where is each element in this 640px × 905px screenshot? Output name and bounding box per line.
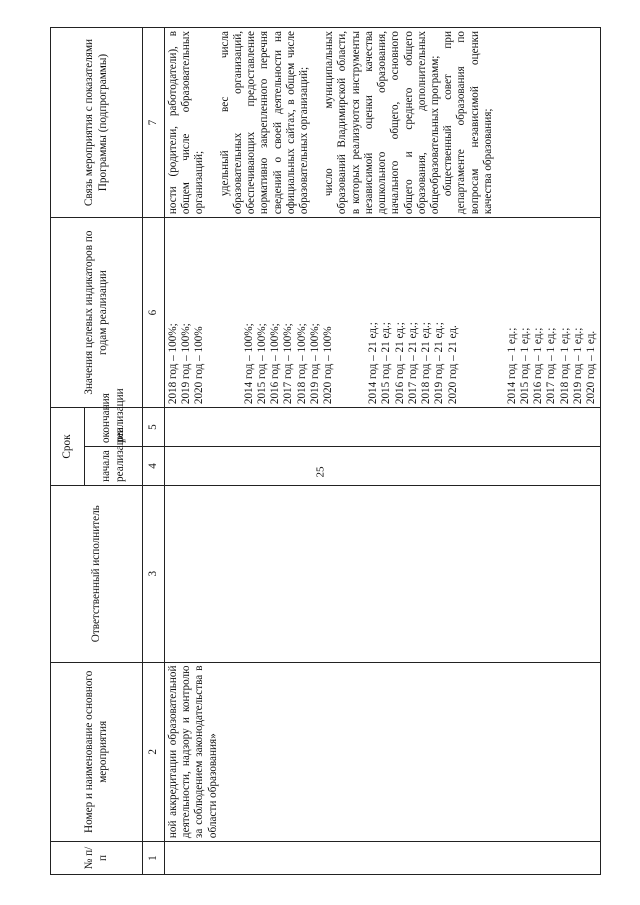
target-line: 2017 год – 21 ед.; (406, 322, 419, 405)
measures-table (50, 27, 601, 875)
row-start (165, 447, 601, 486)
target-line: 2016 год – 1 ед.; (532, 327, 545, 405)
row-link (165, 28, 601, 218)
target-line: 2014 год – 21 ед.; (367, 322, 380, 405)
target-line: 2017 год – 100%; (282, 323, 295, 405)
link-paragraph: удельный вес числа образовательных организаций, обеспечивающих предоставление нормативно закрепленного перечня сведений о своей деятельности на официальных сайтах, в общем числе образовательных организаций; (218, 31, 310, 215)
page-number: 25 (314, 466, 326, 478)
header-executor: Ответственный исполнитель (51, 485, 143, 662)
target-line: 2014 год – 1 ед.; (505, 327, 518, 405)
col-number-5: 5 (143, 408, 165, 447)
link-paragraph: общественный совет при департаменте образования по вопросам независимой оценки качества образования; (442, 31, 494, 215)
header-term: Срок (51, 408, 85, 486)
col-number-2: 2 (143, 662, 165, 842)
target-line: 2020 год – 100% (193, 326, 206, 405)
link-paragraph: число муниципальных образований Владимирской области, в которых реализуются инструменты независимой оценки качества дошкольного образования, начального общего, основного общего и среднего общего образования, дополнительных общеобразовательных программ; (323, 31, 441, 215)
row-num (165, 842, 601, 875)
header-targets: Значения целевых индикаторов по годам реализации (51, 218, 143, 408)
header-num: № п/п (51, 842, 143, 875)
target-line: 2016 год – 21 ед.; (393, 322, 406, 405)
header-name: Номер и наименование основного мероприятия (51, 662, 143, 842)
target-line: 2020 год – 1 ед. (585, 330, 598, 405)
target-line: 2019 год – 100%; (308, 323, 321, 405)
link-paragraph: ности (родители, работодатели), в общем числе образовательных организаций; (167, 31, 206, 215)
target-line: 2018 год – 1 ед.; (558, 327, 571, 405)
row-name: ной аккредитации образовательной деятельности, надзору и контролю за соблюдением законодательства в области образования» (165, 662, 601, 842)
col-number-4: 4 (143, 447, 165, 486)
target-line: 2020 год – 100% (321, 326, 334, 405)
row-end (165, 408, 601, 447)
header-end: окончания реализации (85, 408, 143, 447)
col-number-1: 1 (143, 842, 165, 875)
target-line: 2018 год – 100%; (167, 323, 179, 405)
target-line: 2017 год – 1 ед.; (545, 327, 558, 405)
row-targets (165, 218, 601, 408)
row-executor (165, 485, 601, 662)
target-line: 2015 год – 21 ед.; (380, 322, 393, 405)
header-link: Связь мероприятия с показателями Программы (подпрограммы) (51, 28, 143, 218)
target-line: 2018 год – 100%; (295, 323, 308, 405)
target-line: 2015 год – 1 ед.; (518, 327, 531, 405)
target-line: 2014 год – 100%; (242, 323, 255, 405)
target-line: 2015 год – 100%; (255, 323, 268, 405)
target-line: 2019 год – 100%; (180, 323, 193, 405)
target-line: 2016 год – 100%; (269, 323, 282, 405)
target-line: 2019 год – 21 ед.; (433, 322, 446, 405)
rotated-table-sheet (50, 27, 598, 875)
header-start: начала реализации (85, 447, 143, 486)
target-line: 2019 год – 1 ед.; (571, 327, 584, 405)
col-number-6: 6 (143, 218, 165, 408)
col-number-3: 3 (143, 485, 165, 662)
target-line: 2020 год – 21 ед. (446, 325, 459, 405)
col-number-7: 7 (143, 28, 165, 218)
target-line: 2018 год – 21 ед.; (420, 322, 433, 405)
